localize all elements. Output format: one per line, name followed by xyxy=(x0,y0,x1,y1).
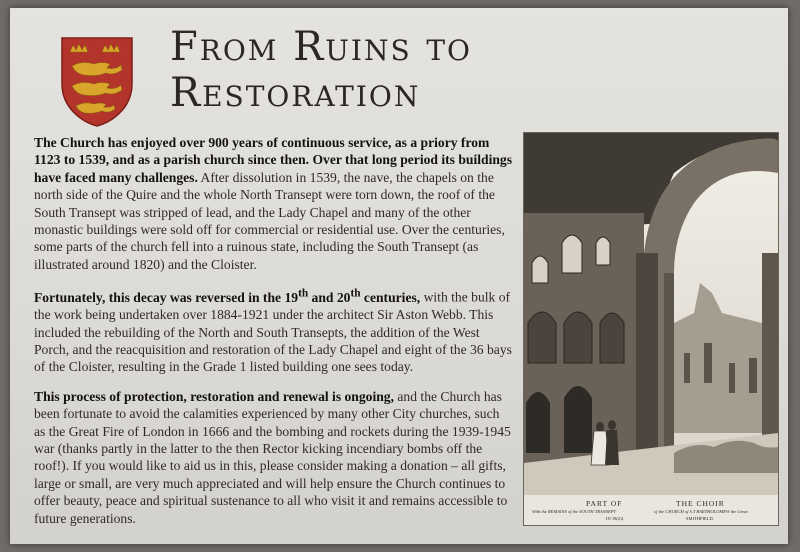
page-title xyxy=(170,24,590,116)
paragraph-2-text: with the bulk of the work being undertaken over 1884-1921 under the architect Sir Aston Webb. This included the rebuilding of the North and South Transepts, the addition of the West Porch, and the reacquisition and restoration of the Lady Chapel and eight of the 36 bays of the Cloister, resulting in the Grade 1 listed building one sees today. xyxy=(34,289,512,375)
caption-sub-left: With the REMAINS of the SOUTH TRANSEPT xyxy=(532,509,616,514)
caption-small-left: IN 18(2)1 xyxy=(606,516,624,521)
paragraph-2-sup-b: th xyxy=(350,287,361,300)
information-board xyxy=(10,8,788,544)
paragraph-2-lead-a: Fortunately, this decay was reversed in the 19 xyxy=(34,289,299,305)
caption-small-right: SMITHFIELD. xyxy=(686,516,714,521)
paragraph-2-lead xyxy=(34,287,421,305)
title-line-2: Restoration xyxy=(170,70,421,116)
caption-sub-right: of the CHURCH of S.T BARTHOLOMEW the Great xyxy=(654,509,748,514)
paragraph-3 xyxy=(34,388,512,527)
body-text xyxy=(34,134,512,539)
paragraph-2-sup-a: th xyxy=(298,287,309,300)
heraldic-shield-icon xyxy=(60,36,134,128)
caption-left: PART OF xyxy=(586,499,623,508)
title-line-1: From Ruins to xyxy=(170,24,472,70)
paragraph-2-lead-b: and 20 xyxy=(308,289,351,305)
paragraph-1-lead: The Church has enjoyed over 900 years of continuous service, as a priory from 1123 to 1539, and as a parish church since then. Over that long period its buildings have faced many challenges. xyxy=(34,135,512,185)
paragraph-1-text: After dissolution in 1539, the nave, the chapels on the north side of the Quire and the whole North Transept were torn down, the roof of the South Transept was stripped of lead, and the Lady Chapel and many of the other monastic buildings were sold off for commercial or residential use. Over the centuries, some parts of the church fell into a ruinous state, including the South Transept (as illustrated around 1820) and the Cloister. xyxy=(34,169,505,272)
paragraph-1 xyxy=(34,134,512,273)
paragraph-3-text: and the Church has been fortunate to avoid the calamities experienced by many other City churches, such as the Great Fire of London in 1666 and the bombing and rockets during the 1939-1945 war (thanks partly in the latter to the then Rector kicking incendiary bombs off the roof!). If you would like to aid us in this, please consider making a donation – all gifts, large or small, are very much appreciated and will help ensure the Church continues to offer beauty, peace and spiritual sustenance to all who visit it and remains accessible to future generations. xyxy=(34,388,511,526)
paragraph-2 xyxy=(34,285,512,376)
paragraph-2-lead-c: centuries, xyxy=(360,289,421,305)
caption-right: THE CHOIR xyxy=(676,499,725,508)
engraving-caption xyxy=(524,495,778,525)
paragraph-3-lead: This process of protection, restoration and renewal is ongoing, xyxy=(34,388,394,404)
engraving-illustration xyxy=(523,132,779,526)
church-ruins-engraving xyxy=(524,133,778,495)
